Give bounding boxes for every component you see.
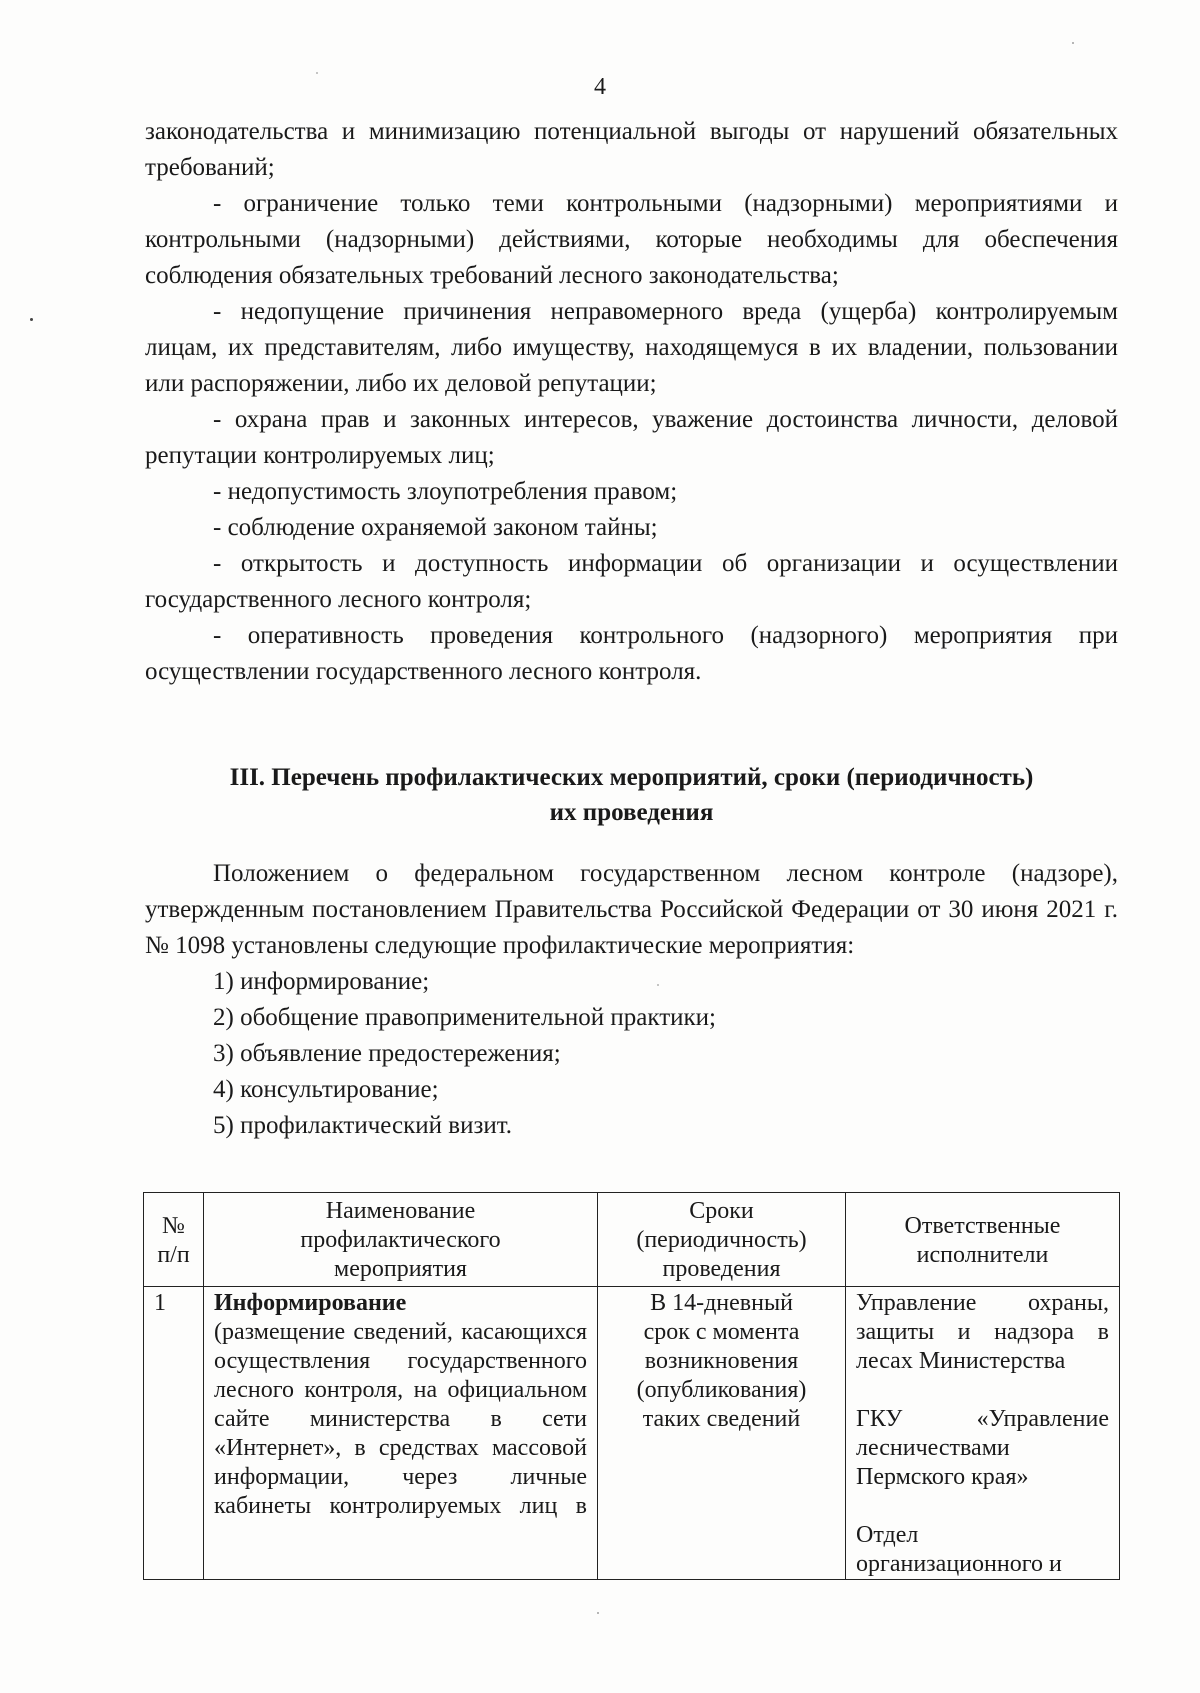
responsible-2: ГКУ «Управление лесничествами Пермского края» [856,1406,1109,1490]
paragraph: - недопущение причинения неправомерного вреда (ущерба) контролируемым лицам, их представителям, либо имуществу, находящемуся в их владении, пользовании или распоряжении, либо их деловой репутации; [145,298,1118,397]
table-header-row [144,1193,1120,1287]
measure-description: (размещение сведений, касающихся осуществления государственного лесного контроля, на официальном сайте министерства в сети «Интернет», в средствах массовой информации, через личные кабинеты контролируемых лиц в [214,1319,587,1519]
paragraph: законодательства и минимизацию потенциальной выгоды от нарушений обязательных требований; [145,118,1118,181]
paragraph: - охрана прав и законных интересов, уважение достоинства личности, деловой репутации контролируемых лиц; [145,406,1118,469]
list-item: 1) информирование; [213,968,430,995]
paragraph: - соблюдение охраняемой законом тайны; [213,514,658,541]
paragraph: - недопустимость злоупотребления правом; [213,478,678,505]
table-row [144,1287,1120,1580]
cell-num: 1 [144,1287,204,1580]
paragraph: - ограничение только теми контрольными (надзорными) мероприятиями и контрольными (надзорными) действиями, которые необходимы для обеспечения соблюдения обязательных требований лесного законодательства; [145,190,1118,289]
principles-block [145,114,1118,690]
responsible-3: Отдел организационного и [856,1522,1062,1577]
paragraph: - оперативность проведения контрольного (надзорного) мероприятия при осуществлении государственного лесного контроля. [145,622,1118,685]
list-item: 4) консультирование; [213,1076,439,1103]
section-heading-line: их проведения [549,799,714,826]
measures-table [143,1192,1120,1580]
header-responsible: Ответственные исполнители [846,1193,1120,1287]
responsible-1: Управление охраны, защиты и надзора в лесах Министерства [856,1290,1109,1374]
section-heading-line: III. Перечень профилактических мероприятий, сроки (периодичность) [229,764,1034,791]
header-num: № п/п [144,1193,204,1287]
header-name: Наименование профилактического мероприятия [204,1193,598,1287]
header-terms: Сроки (периодичность) проведения [598,1193,846,1287]
spacer [856,1492,1109,1521]
intro-paragraph: Положением о федеральном государственном лесном контроле (надзоре), утвержденным постановлением Правительства Российской Федерации от 30 июня 2021 г. № 1098 установлены следующие профилактические мероприятия: [145,860,1118,959]
page-number: 4 [594,74,606,100]
scan-speck [1072,42,1074,44]
scan-speck [30,318,33,321]
scan-speck [597,1612,599,1614]
list-item: 3) объявление предостережения; [213,1040,561,1067]
scan-speck [657,984,659,986]
measures-block [145,856,1118,1144]
list-item: 5) профилактический визит. [213,1112,512,1139]
section-heading [145,760,1118,830]
measure-title: Информирование [214,1290,407,1316]
cell-terms: В 14-дневный срок с момента возникновения (опубликования) таких сведений [598,1287,846,1580]
spacer [856,1376,1109,1405]
paragraph: - открытость и доступность информации об организации и осуществлении государственного лесного контроля; [145,550,1118,613]
cell-responsible [846,1287,1120,1580]
scan-speck [316,72,318,74]
cell-name [204,1287,598,1580]
list-item: 2) обобщение правоприменительной практики; [213,1004,716,1031]
